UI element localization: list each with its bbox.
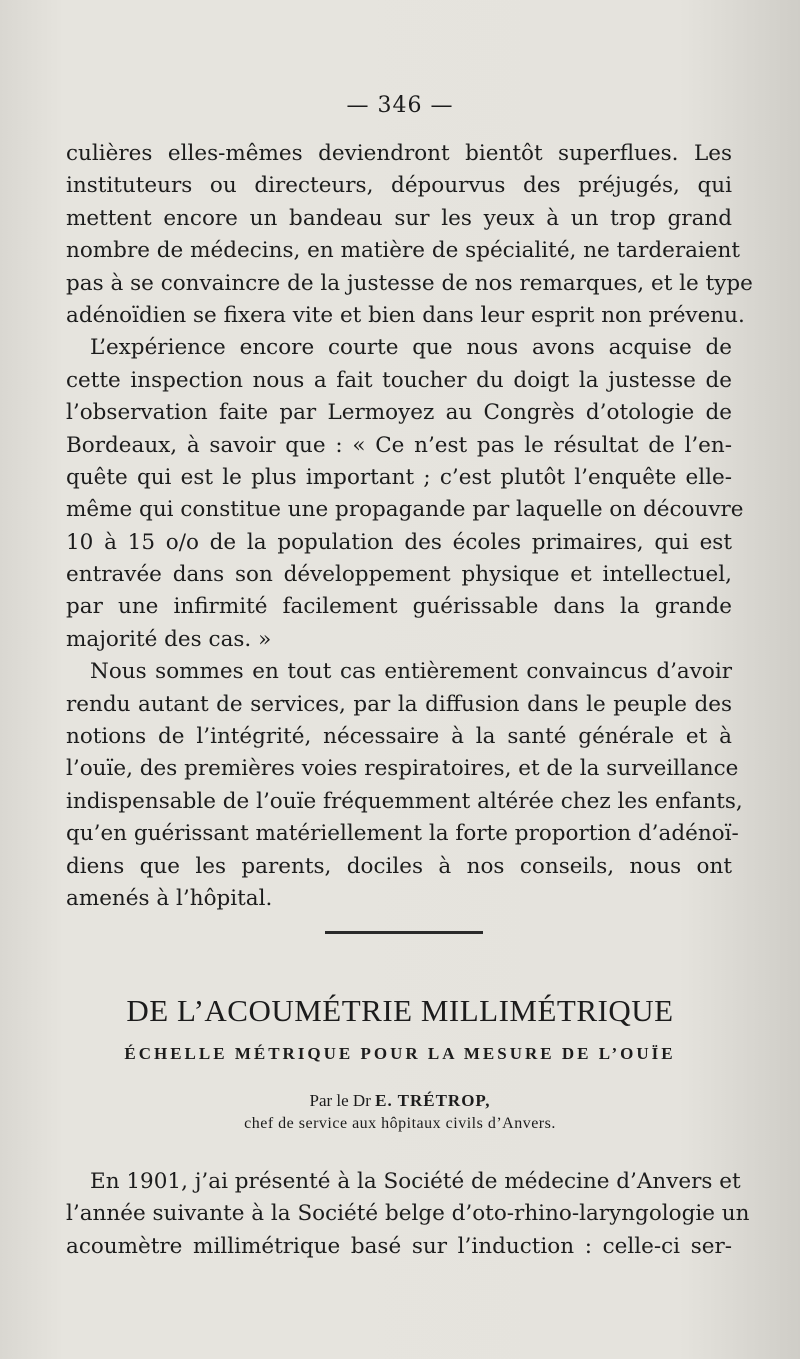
text-line: L’expérience encore courte que nous avons acquise de (90, 335, 732, 361)
text-line: Bordeaux, à savoir que : « Ce n’est pas le résultat de l’en- (66, 432, 732, 458)
text-line: Nous sommes en tout cas entièrement convaincus d’avoir (90, 659, 732, 685)
article-title: DE L’ACOUMÉTRIE MILLIMÉTRIQUE (126, 993, 674, 1028)
author-name: E. TRÉTROP, (375, 1091, 491, 1110)
article-subtitle: ÉCHELLE MÉTRIQUE POUR LA MESURE DE L’OUÏE (124, 1044, 676, 1063)
text-line: majorité des cas. » (66, 626, 272, 652)
text-line: entravée dans son développement physique et intellectuel, (66, 562, 732, 588)
text-line: qu’en guérissant matériellement la forte proportion d’adénoï- (66, 821, 739, 847)
body-text (66, 138, 753, 915)
text-line: amenés à l’hôpital. (66, 885, 273, 911)
text-line: cette inspection nous a fait toucher du doigt la justesse de (66, 367, 732, 393)
text-line: l’ouïe, des premières voies respiratoires, et de la surveillance (66, 756, 739, 782)
article-text (66, 1166, 750, 1263)
text-line: nombre de médecins, en matière de spécialité, ne tarderaient (66, 238, 741, 264)
text-line: instituteurs ou directeurs, dépourvus des préjugés, qui (66, 173, 732, 199)
byline (0, 1091, 800, 1111)
text-line: acoumètre millimétrique basé sur l’induction : celle-ci ser- (66, 1233, 732, 1259)
author-affiliation: chef de service aux hôpitaux civils d’Anvers. (244, 1115, 556, 1132)
text-line: indispensable de l’ouïe fréquemment altérée chez les enfants, (66, 788, 743, 814)
text-line: mettent encore un bandeau sur les yeux à un trop grand (66, 205, 732, 231)
page-number: — 346 — (346, 93, 454, 118)
section-divider (325, 931, 483, 934)
text-line: culières elles-mêmes deviendront bientôt superflues. Les (66, 141, 732, 166)
text-line: notions de l’intégrité, nécessaire à la santé générale et à (66, 724, 732, 750)
text-line: l’année suivante à la Société belge d’oto-rhino-laryngologie un (66, 1201, 750, 1227)
byline-prefix: Par le Dr (309, 1091, 371, 1110)
text-line: 10 à 15 o/o de la population des écoles primaires, qui est (66, 529, 732, 555)
text-line: adénoïdien se fixera vite et bien dans leur esprit non prévenu. (66, 302, 745, 328)
text-line: par une infirmité facilement guérissable dans la grande (66, 594, 732, 620)
text-line: quête qui est le plus important ; c’est plutôt l’enquête elle- (66, 464, 732, 490)
text-line: même qui constitue une propagande par laquelle on découvre (66, 497, 744, 523)
text-line: diens que les parents, dociles à nos conseils, nous ont (66, 853, 732, 879)
text-line: rendu autant de services, par la diffusion dans le peuple des (66, 691, 732, 717)
text-line: l’observation faite par Lermoyez au Congrès d’otologie de (66, 400, 732, 426)
text-line: En 1901, j’ai présenté à la Société de médecine d’Anvers et (90, 1169, 741, 1194)
text-line: pas à se convaincre de la justesse de nos remarques, et le type (66, 270, 753, 296)
